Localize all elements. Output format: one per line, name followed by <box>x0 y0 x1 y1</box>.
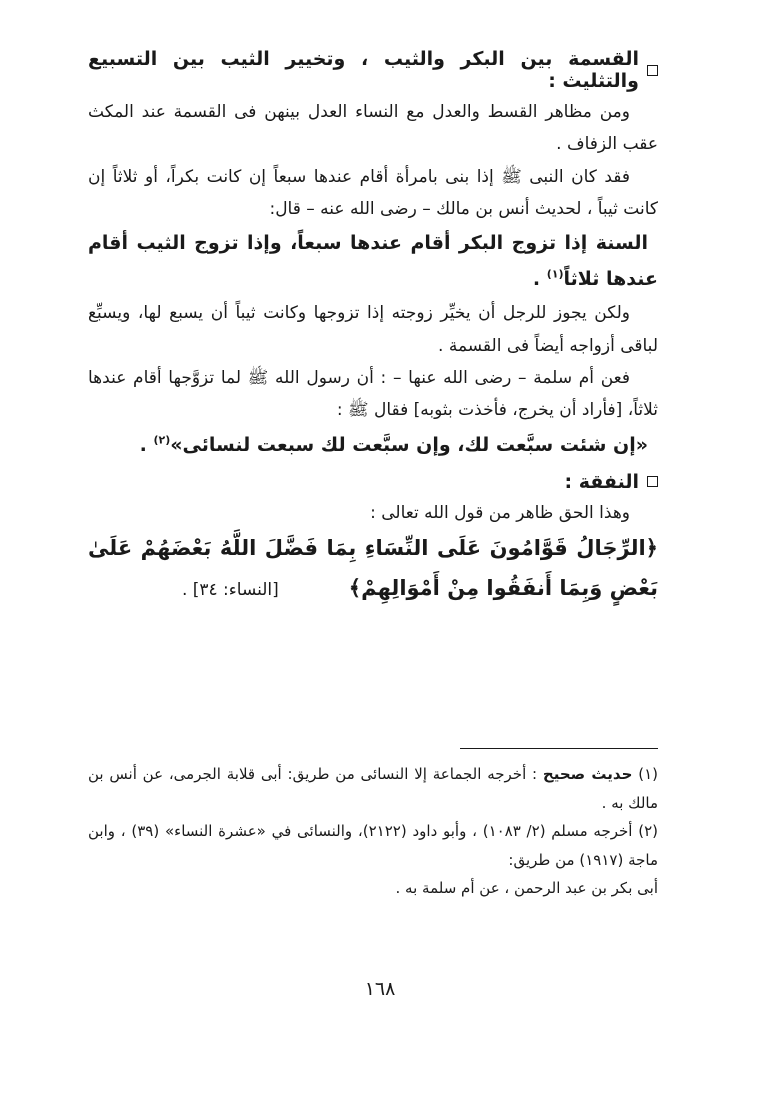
paragraph: فقد كان النبى ﷺ إذا بنى بامرأة أقام عندها سبعاً إن كانت بكراً، أو ثلاثاً إن كانت ثيباً ، لحديث أنس بن مالك – رضى الله عنه – قال: <box>88 166 658 219</box>
square-bullet-icon <box>647 476 658 487</box>
footnote-text: : أخرجه الجماعة إلا النسائى من طريق: أبى قلابة الجرمى، عن أنس بن مالك به . <box>88 765 658 812</box>
footnote-number: (١) <box>638 765 658 783</box>
section-heading-division <box>88 48 658 92</box>
verse-text: ﴿الرِّجَالُ قَوَّامُونَ عَلَى النِّسَاءِ بِمَا فَضَّلَ اللَّهُ بَعْضَهُمْ عَلَىٰ بَعْضٍ وَبِمَا أَنفَقُوا مِنْ أَمْوَالِهِمْ﴾ <box>88 535 658 600</box>
hadith-quote <box>88 225 658 297</box>
paragraph: ولكن يجوز للرجل أن يخيِّر زوجته إذا تزوجها وكانت ثيباً أن يسبع لها، ويسبِّع لباقى أزواجه أيضاً فى القسمة . <box>88 303 658 356</box>
heading-text: القسمة بين البكر والثيب ، وتخيير الثيب بين التسبيع والتثليث : <box>88 48 639 92</box>
footnote-grade: حديث صحيح <box>542 765 633 783</box>
quran-verse <box>88 529 658 609</box>
footnote-marker: (٢) <box>153 433 171 447</box>
paragraph: وهذا الحق ظاهر من قول الله تعالى : <box>370 502 630 523</box>
section-heading-nafaqa <box>88 471 658 493</box>
page-body <box>88 40 658 609</box>
square-bullet-icon <box>647 65 658 76</box>
heading-text: النفقة : <box>564 470 639 493</box>
footnote-divider <box>460 748 658 749</box>
paragraph: فعن أم سلمة – رضى الله عنها – : أن رسول الله ﷺ لما تزوَّجها أقام عندها ثلاثاً، [فأراد أن يخرج، فأخذت بثوبه] فقال ﷺ : <box>88 367 658 421</box>
paragraph: ومن مظاهر القسط والعدل مع النساء العدل بينهن فى القسمة عند المكث عقب الزفاف . <box>88 102 658 155</box>
footnote-2-continued: أبى بكر بن عبد الرحمن ، عن أم سلمة به . <box>395 879 658 897</box>
hadith-text: «إن شئت سبَّعت لك، وإن سبَّعت لك سبعت لنسائى» <box>170 433 648 456</box>
footnote-marker: (١) <box>546 267 564 281</box>
footnote-2: (٢) أخرجه مسلم (٢/ ١٠٨٣) ، وأبو داود (٢١٢٢)، والنسائى في «عشرة النساء» (٣٩) ، وابن ماجة (١٩١٧) من طريق: <box>88 822 658 869</box>
verse-reference: [النساء: ٣٤] . <box>181 579 279 600</box>
footnote-1 <box>88 760 658 817</box>
hadith-end: . <box>532 268 547 291</box>
footnotes <box>88 760 658 903</box>
hadith-quote <box>88 427 658 463</box>
hadith-end: . <box>139 433 154 456</box>
page-number: ١٦٨ <box>364 978 396 1000</box>
hadith-text: السنة إذا تزوج البكر أقام عندها سبعاً، وإذا تزوج الثيب أقام عندها ثلاثاً <box>88 232 658 291</box>
